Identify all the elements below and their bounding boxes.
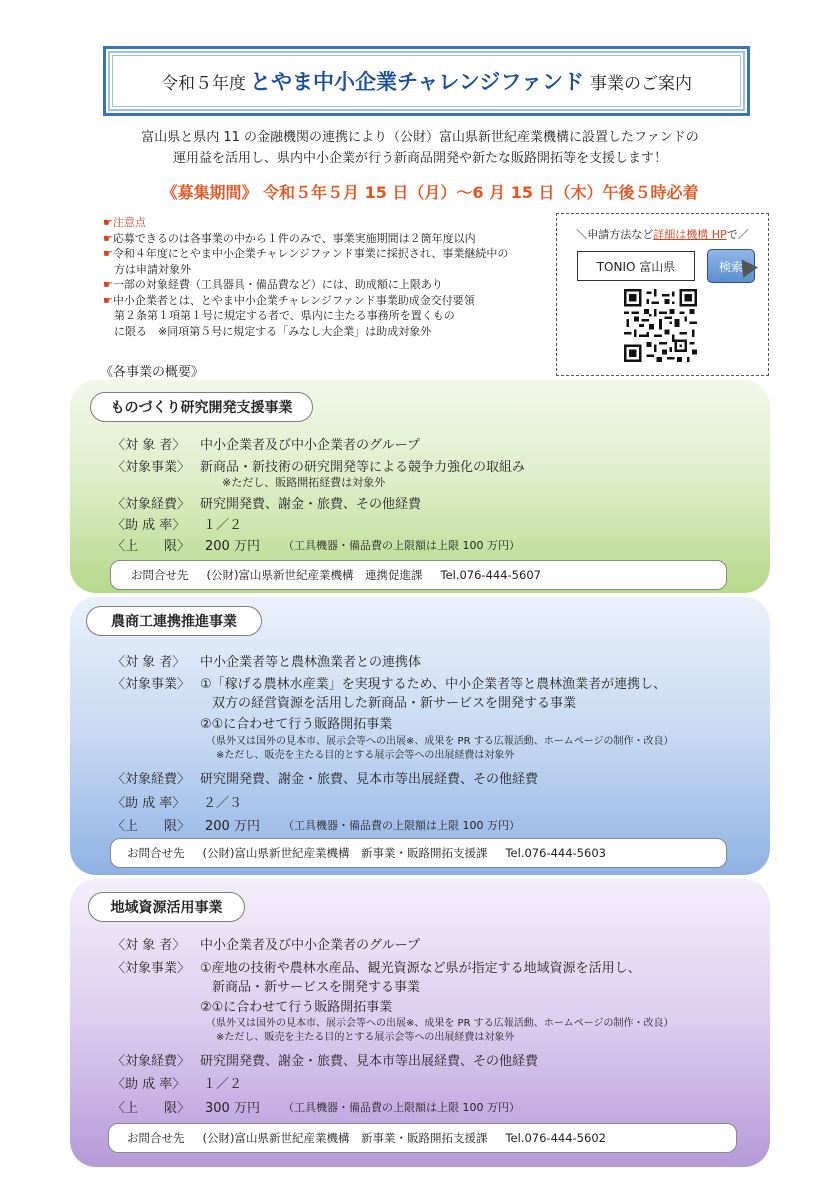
note-item: ☛令和４年度にとやま中小企業チャレンジファンド事業に採択され、事業継続中の (103, 247, 509, 260)
contact-phone[interactable]: Tel.076-444-5607 (440, 568, 541, 582)
pointing-hand-icon: ☛ (103, 278, 113, 291)
title-frame (103, 46, 750, 116)
note-item-continued: に限る ※同項第５号に規定する「みなし大企業」は助成対象外 (114, 324, 432, 338)
intro-line-1: 富山県と県内 11 の金融機関の連携により（公財）富山県新世紀産業機構に設置したファンドの (141, 130, 699, 145)
row-project-cont: 双方の経営資源を活用した新商品・新サービスを開発する事業 (212, 696, 577, 711)
notes-block (103, 215, 523, 339)
row-project-2-note: （県外又は国外の見本市、展示会等への出展※、成果を PR する広報活動、ホームページの制作・改良） (206, 1018, 674, 1029)
search-button[interactable]: 検索 (707, 249, 755, 283)
row-project-2-note: （県外又は国外の見本市、展示会等への出展※、成果を PR する広報活動、ホームページの制作・改良） (206, 736, 674, 747)
row-project-2-note: ※ただし、販売を主たる目的とする展示会等への出展経費は対象外 (216, 1032, 515, 1043)
row-project-note: ※ただし、販路開拓経費は対象外 (222, 476, 386, 489)
section-title-monozukuri: ものづくり研究開発支援事業 (90, 392, 313, 422)
contact-box: お問合せ先 (公財)富山県新世紀産業機構 連携促進課 Tel.076-444-5607 (110, 560, 727, 590)
note-item-continued: 方は申請対象外 (114, 262, 191, 276)
page-title (112, 55, 741, 107)
row-project-cont: 新商品・新サービスを開発する事業 (212, 980, 421, 995)
contact-box: お問合せ先 (公財)富山県新世紀産業機構 新事業・販路開拓支援課 Tel.076-444-5602 (108, 1123, 737, 1153)
application-info-box (556, 213, 769, 376)
row-project-2-note: ※ただし、販売を主たる目的とする展示会等への出展経費は対象外 (216, 750, 515, 761)
contact-phone[interactable]: Tel.076-444-5602 (505, 1131, 606, 1145)
contact-box: お問合せ先 (公財)富山県新世紀産業機構 新事業・販路開拓支援課 Tel.076-444-5603 (110, 838, 727, 868)
website-link[interactable]: 詳細は機構 HP (653, 228, 727, 241)
title-year: 令和５年度 (161, 73, 247, 94)
pointing-hand-icon: ☛ (103, 293, 113, 307)
note-item-continued: 第２条第１項第１号に規定する者で、県内に主たる事務所を置くもの (114, 309, 455, 322)
qr-code-icon[interactable] (624, 289, 697, 362)
intro-line-2: 運用益を活用し、県内中小企業が行う新商品開発や新たな販路開拓等を支援します！ (172, 151, 667, 166)
note-item: ☛中小企業者とは、とやま中小企業チャレンジファンド事業助成金交付要領 (103, 293, 475, 307)
note-item: ☛応募できるのは各事業の中から１件のみで、事業実施期間は２箇年度以内 (103, 231, 476, 245)
title-suffix: 事業のご案内 (589, 73, 692, 94)
title-fund-name: とやま中小企業チャレンジファンド (250, 70, 584, 94)
contact-phone[interactable]: Tel.076-444-5603 (505, 846, 606, 860)
application-hint: ＼申請方法など詳細は機構 HPで／ (576, 228, 749, 241)
overview-heading: 《各事業の概要》 (100, 365, 205, 380)
row-project-2: ②①に合わせて行う販路開拓事業 (200, 717, 393, 732)
section-title-noushoko: 農商工連携推進事業 (86, 606, 262, 636)
search-input[interactable]: TONIO 富山県 (577, 251, 695, 281)
section-title-chiiki-shigen: 地域資源活用事業 (88, 892, 245, 922)
notes-heading: ☛注意点 (103, 216, 146, 229)
pointing-hand-icon: ☛ (103, 231, 113, 245)
pointing-hand-icon: ☛ (103, 247, 113, 260)
row-project-2: ②①に合わせて行う販路開拓事業 (200, 1000, 393, 1015)
pointing-hand-icon: ☛ (103, 216, 113, 229)
recruitment-period: 《募集期間》 令和５年５月 15 日（月）～6 月 15 日（木）午後５時必着 (161, 183, 699, 202)
note-item: ☛一部の対象経費（工具器具・備品費など）には、助成額に上限あり (103, 278, 443, 291)
